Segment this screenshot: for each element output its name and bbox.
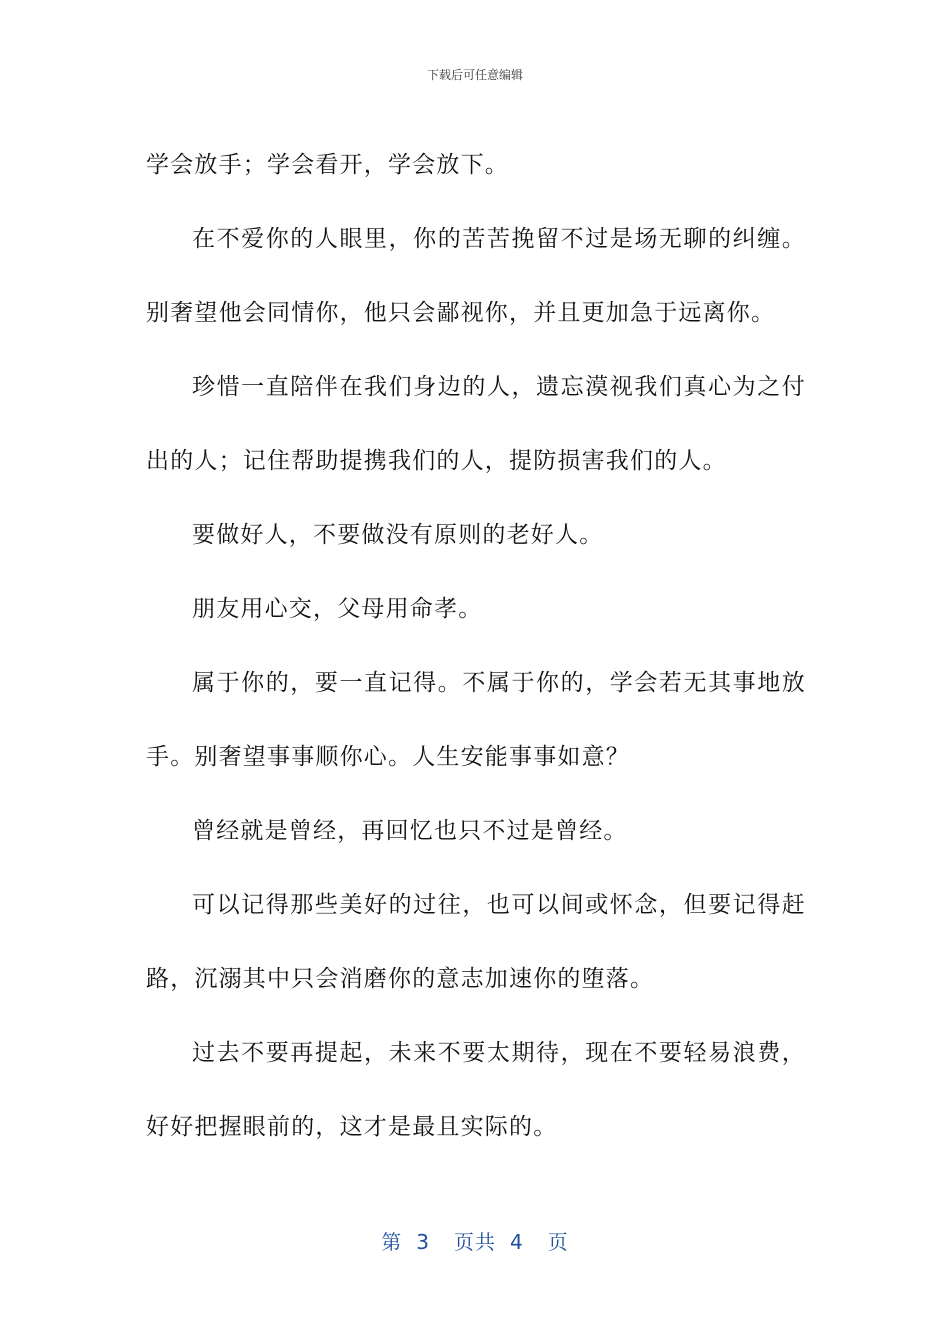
total-pages-number: 4 bbox=[510, 1230, 524, 1254]
paragraph: 要做好人，不要做没有原则的老好人。 bbox=[192, 522, 604, 548]
paragraph: 在不爱你的人眼里，你的苦苦挽留不过是场无聊的纠缠。别奢望他会同情你，他只会鄙视你，并且更加急于远离你。 bbox=[146, 226, 806, 326]
page-footer bbox=[0, 1226, 950, 1255]
footer-prefix: 第 bbox=[381, 1230, 403, 1254]
paragraph: 学会放手；学会看开，学会放下。 bbox=[146, 152, 509, 178]
document-body bbox=[146, 128, 806, 1164]
paragraph: 朋友用心交，父母用命孝。 bbox=[192, 596, 483, 622]
paragraph: 过去不要再提起，未来不要太期待，现在不要轻易浪费，好好把握眼前的，这才是最且实际的。 bbox=[146, 1040, 806, 1140]
paragraph: 属于你的，要一直记得。不属于你的，学会若无其事地放手。别奢望事事顺你心。人生安能事事如意？ bbox=[146, 670, 806, 770]
footer-suffix: 页 bbox=[547, 1230, 569, 1254]
paragraph: 曾经就是曾经，再回忆也只不过是曾经。 bbox=[192, 818, 628, 844]
paragraph: 珍惜一直陪伴在我们身边的人，遗忘漠视我们真心为之付出的人；记住帮助提携我们的人，提防损害我们的人。 bbox=[146, 374, 806, 474]
current-page-number: 3 bbox=[416, 1230, 430, 1254]
paragraph: 可以记得那些美好的过往，也可以间或怀念，但要记得赶路，沉溺其中只会消磨你的意志加速你的堕落。 bbox=[146, 892, 806, 992]
footer-middle: 页共 bbox=[454, 1230, 496, 1254]
page-header: 下载后可任意编辑 bbox=[426, 68, 523, 82]
